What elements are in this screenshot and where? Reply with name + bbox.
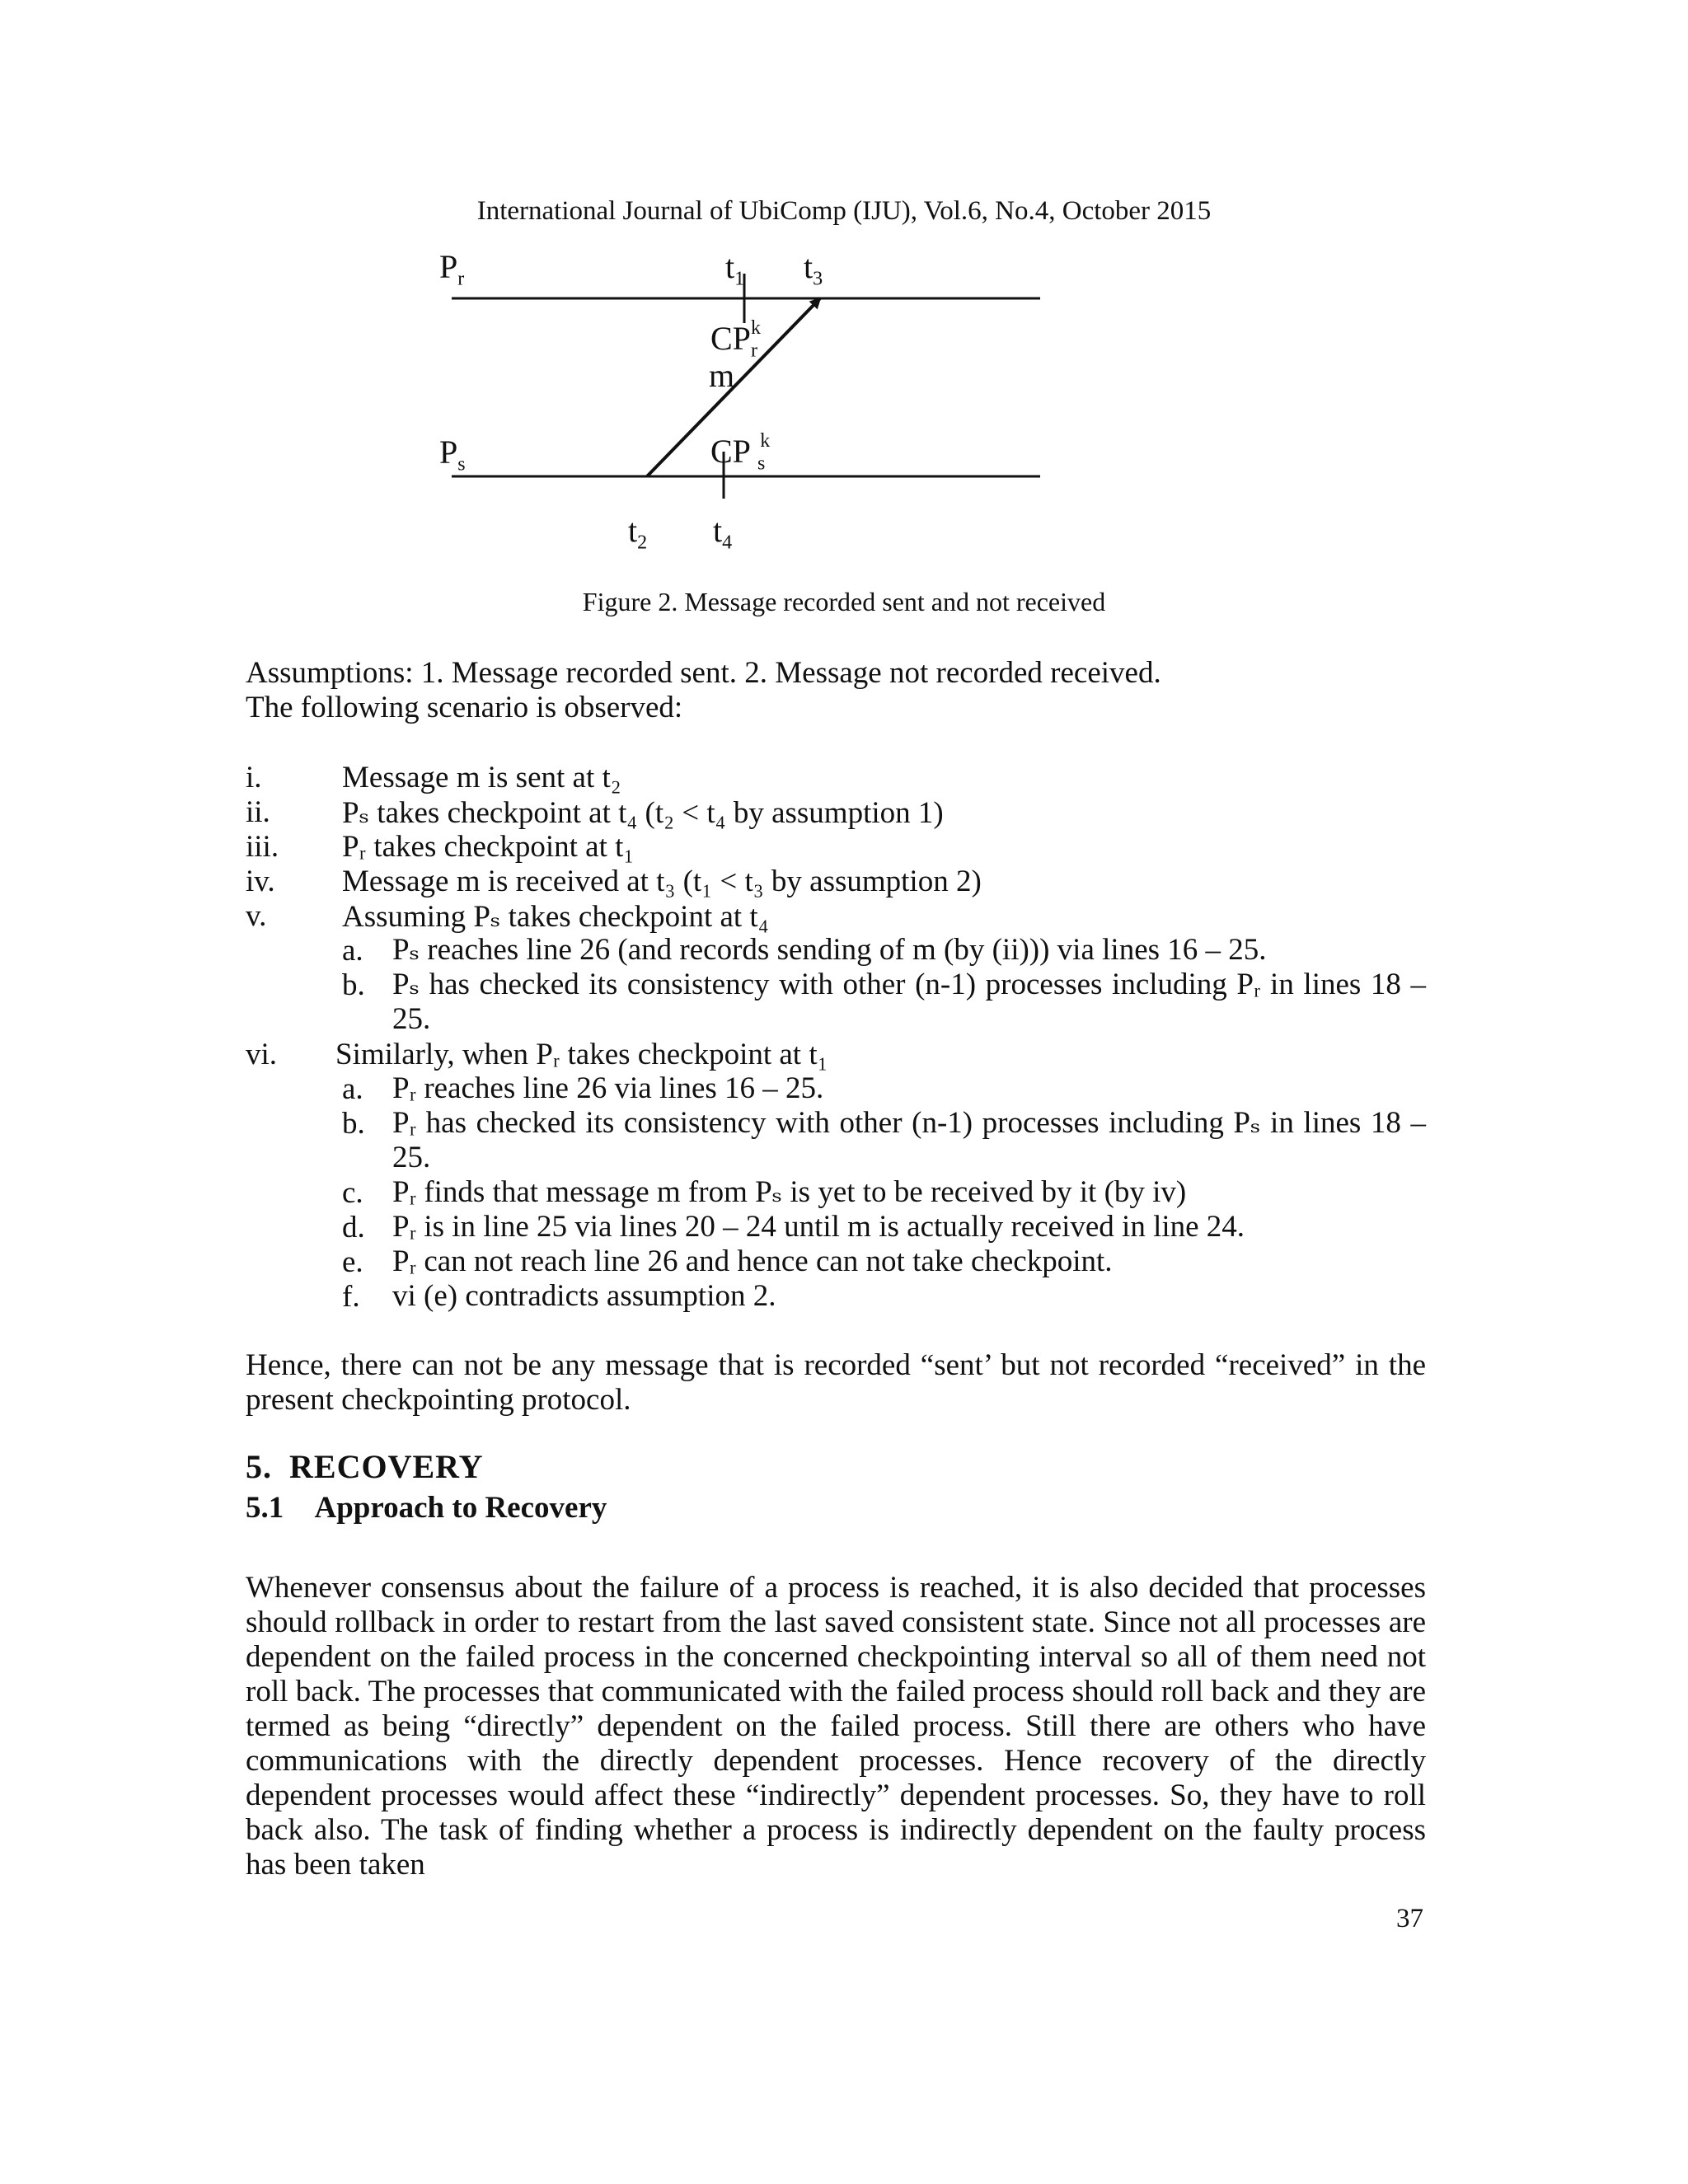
sub-item: Pₛ reaches line 26 (and records sending of m (by (ii))) via lines 16 – 25. [392, 933, 1267, 967]
list-item: Pᵣ takes checkpoint at t₁ [342, 830, 635, 864]
sub-item-letter: b. [342, 1107, 365, 1141]
label-pr: $P_r$ [439, 248, 465, 290]
recovery-paragraph: Whenever consensus about the failure of a process is reached, it is also decided that processes should rollback in order to restart from the last saved consistent state. Since not all processes are dependent on the failed process in the concerned checkpointing interval so all of them need not roll back. The processes that communicated with the failed process should roll back and they are termed as being “directly” dependent on the failed process. Still there are others who have communications with the directly dependent processes. Hence recovery of the directly dependent processes would affect these “indirectly” dependent processes. So, they have to roll back also. The task of finding whether a process is indirectly dependent on the faulty process has been taken [246, 1571, 1426, 1882]
subsection-heading [246, 1490, 607, 1526]
label-t4: $t_4$ [713, 512, 733, 554]
section-heading [246, 1447, 484, 1486]
conclusion-paragraph: Hence, there can not be any message that is recorded “sent’ but not recorded “received” in the present checkpointing protocol. [246, 1348, 1426, 1417]
sub-item-letter: a. [342, 1072, 363, 1106]
sub-item-letter: a. [342, 934, 363, 968]
list-num: i. [246, 761, 262, 794]
sub-item-letter: c. [342, 1176, 363, 1210]
sub-item: Pᵣ can not reach line 26 and hence can not take checkpoint. [392, 1244, 1113, 1278]
sub-item: Pᵣ has checked its consistency with other (n-1) processes including Pₛ in lines 18 – 25. [392, 1106, 1426, 1174]
list-num: vi. [246, 1038, 278, 1071]
list-item: Similarly, when Pᵣ takes checkpoint at t₁ [335, 1038, 828, 1071]
label-ps: $P_s$ [439, 434, 466, 476]
sub-item-letter: d. [342, 1211, 365, 1244]
scenario-intro: The following scenario is observed: [246, 691, 683, 724]
label-t3: $t_3$ [804, 248, 823, 290]
list-item: Message m is received at t₃ (t₁ < t₃ by assumption 2) [342, 865, 982, 898]
figure-2-diagram [0, 0, 1688, 577]
list-num: ii. [246, 795, 270, 829]
sub-item: Pᵣ reaches line 26 via lines 16 – 25. [392, 1071, 824, 1105]
list-item: Assuming Pₛ takes checkpoint at t₄ [342, 900, 769, 934]
sub-item-letter: f. [342, 1280, 360, 1314]
page-number: 37 [1396, 1904, 1423, 1933]
label-cpr-k: $CP_r^k$ [710, 317, 761, 362]
label-cps-k: CP $_s^k$ [710, 430, 771, 475]
label-t1: $t_1$ [725, 248, 745, 290]
assumptions-line: Assumptions: 1. Message recorded sent. 2. Message not recorded received. [246, 656, 1161, 690]
list-item: Message m is sent at t₂ [342, 761, 621, 794]
subsection-title: Approach to Recovery [314, 1491, 607, 1525]
label-t2: $t_2$ [628, 512, 648, 554]
list-num: iii. [246, 830, 279, 864]
running-header: International Journal of UbiComp (IJU), Vol.6, No.4, October 2015 [476, 196, 1212, 226]
section-title: RECOVERY [289, 1448, 484, 1485]
list-num: iv. [246, 865, 275, 898]
section-number: 5. [246, 1448, 272, 1485]
sub-item-letter: b. [342, 968, 365, 1002]
sub-item-letter: e. [342, 1245, 363, 1279]
figure-caption: Figure 2. Message recorded sent and not received [582, 587, 1106, 616]
subsection-number: 5.1 [246, 1491, 284, 1525]
sub-item: Pᵣ is in line 25 via lines 20 – 24 until m is actually received in line 24. [392, 1210, 1245, 1244]
list-num: v. [246, 899, 267, 933]
sub-item: Pₛ has checked its consistency with other (n-1) processes including Pᵣ in lines 18 – 25. [392, 968, 1426, 1036]
label-message-m: m [709, 357, 735, 394]
list-item: Pₛ takes checkpoint at t₄ (t₂ < t₄ by assumption 1) [342, 796, 944, 830]
sub-item: vi (e) contradicts assumption 2. [392, 1279, 776, 1313]
sub-item: Pᵣ finds that message m from Pₛ is yet to be received by it (by iv) [392, 1175, 1187, 1209]
